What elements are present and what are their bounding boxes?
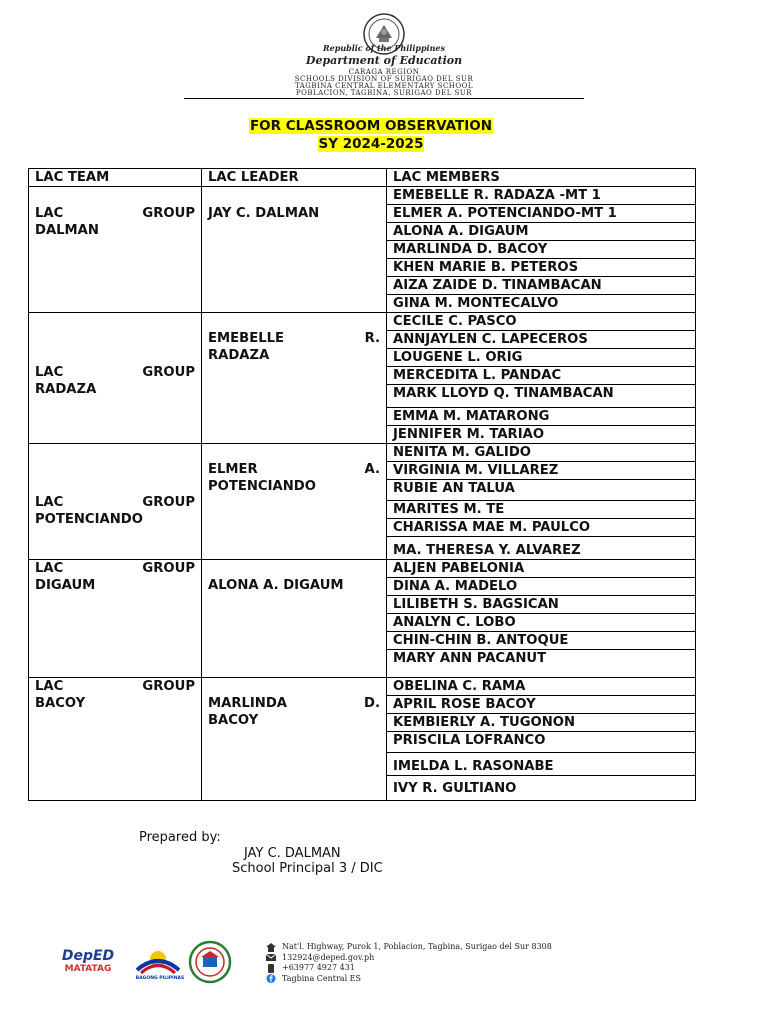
footer-contact xyxy=(266,942,552,984)
member-cell: LILIBETH S. BAGSICAN xyxy=(387,596,696,614)
member-cell: ANNJAYLEN C. LAPECEROS xyxy=(387,331,696,349)
school-icon xyxy=(266,943,276,952)
table-row xyxy=(29,444,696,462)
footer-facebook[interactable]: Tagbina Central ES xyxy=(282,973,361,983)
team-cell: LAC GROUP DIGAUM xyxy=(29,560,202,678)
footer-email-row xyxy=(266,953,552,964)
lac-table xyxy=(28,168,696,801)
member-cell: ELMER A. POTENCIANDO-MT 1 xyxy=(387,205,696,223)
member-cell: CHARISSA MAE M. PAULCO xyxy=(387,519,696,537)
member-cell: ALONA A. DIGAUM xyxy=(387,223,696,241)
member-cell: VIRGINIA M. VILLAREZ xyxy=(387,462,696,480)
school-seal-logo xyxy=(188,940,232,984)
leader-cell: ALONA A. DIGAUM xyxy=(202,560,387,678)
member-cell: CECILE C. PASCO xyxy=(387,313,696,331)
team-cell: LAC GROUP POTENCIANDO xyxy=(29,444,202,560)
bagong-pilipinas-logo xyxy=(133,944,183,978)
member-cell: OBELINA C. RAMA xyxy=(387,678,696,696)
member-cell: APRIL ROSE BACOY xyxy=(387,696,696,714)
member-cell: IMELDA L. RASONABE xyxy=(387,753,696,776)
col-header-members: LAC MEMBERS xyxy=(387,169,696,187)
preparer-position: School Principal 3 / DIC xyxy=(232,861,383,876)
member-cell: ANALYN C. LOBO xyxy=(387,614,696,632)
member-cell: JENNIFER M. TARIAO xyxy=(387,426,696,444)
col-header-team: LAC TEAM xyxy=(29,169,202,187)
email-icon xyxy=(266,953,276,962)
member-cell: MARK LLOYD Q. TINAMBACAN xyxy=(387,385,696,408)
school-year: SY 2024-2025 xyxy=(318,136,424,152)
table-row xyxy=(29,187,696,205)
member-cell: MARY ANN PACANUT xyxy=(387,650,696,678)
phone-icon xyxy=(266,964,276,973)
footer-facebook-row xyxy=(266,974,552,985)
leader-cell: JAY C. DALMAN xyxy=(202,187,387,313)
member-cell: AIZA ZAIDE D. TINAMBACAN xyxy=(387,277,696,295)
member-cell: ALJEN PABELONIA xyxy=(387,560,696,578)
facebook-icon xyxy=(266,974,276,983)
member-cell: KEMBIERLY A. TUGONON xyxy=(387,714,696,732)
member-cell: GINA M. MONTECALVO xyxy=(387,295,696,313)
team-cell: LAC GROUP RADAZA xyxy=(29,313,202,444)
team-cell: LAC GROUP DALMAN xyxy=(29,187,202,313)
member-cell: NENITA M. GALIDO xyxy=(387,444,696,462)
member-cell: CHIN-CHIN B. ANTOQUE xyxy=(387,632,696,650)
leader-cell: EMEBELLE R. RADAZA xyxy=(202,313,387,444)
footer-phone-row xyxy=(266,963,552,974)
deped-matatag-logo: DepED MATATAG xyxy=(61,948,115,974)
table-row xyxy=(29,678,696,696)
member-cell: EMEBELLE R. RADAZA -MT 1 xyxy=(387,187,696,205)
table-row xyxy=(29,313,696,331)
footer-address-row xyxy=(266,942,552,953)
preparer-name: JAY C. DALMAN xyxy=(244,846,341,861)
bagong-pilipinas-text: BAGONG PILIPINAS xyxy=(135,976,185,981)
footer-address: Nat'l. Highway, Purok 1, Poblacion, Tagbina, Surigao del Sur 8308 xyxy=(282,942,552,951)
document-title: FOR CLASSROOM OBSERVATION xyxy=(249,118,493,134)
table-row xyxy=(29,560,696,578)
member-cell: EMMA M. MATARONG xyxy=(387,408,696,426)
member-cell: MA. THERESA Y. ALVAREZ xyxy=(387,537,696,560)
division-line: SCHOOLS DIVISION OF SURIGAO DEL SUR xyxy=(294,75,474,83)
department-name: Department of Education xyxy=(305,54,463,67)
member-cell: MERCEDITA L. PANDAC xyxy=(387,367,696,385)
member-cell: RUBIE AN TALUA xyxy=(387,480,696,501)
footer-email[interactable]: 132924@deped.gov.ph xyxy=(282,952,375,962)
member-cell: MARLINDA D. BACOY xyxy=(387,241,696,259)
leader-cell: MARLINDA D. BACOY xyxy=(202,678,387,801)
school-line: TAGBINA CENTRAL ELEMENTARY SCHOOL xyxy=(294,82,474,90)
member-cell: MARITES M. TE xyxy=(387,501,696,519)
table-header-row xyxy=(29,169,696,187)
member-cell: IVY R. GULTIANO xyxy=(387,776,696,801)
header-divider xyxy=(184,98,584,99)
region-line: CARAGA REGION xyxy=(348,68,420,76)
member-cell: KHEN MARIE B. PETEROS xyxy=(387,259,696,277)
prepared-by-label: Prepared by: xyxy=(139,830,221,845)
col-header-leader: LAC LEADER xyxy=(202,169,387,187)
republic-line: Republic of the Philippines xyxy=(322,43,445,53)
address-line: POBLACION, TAGBINA, SURIGAO DEL SUR xyxy=(295,89,473,97)
footer-phone: +63977 4927 431 xyxy=(282,963,355,972)
member-cell: LOUGENE L. ORIG xyxy=(387,349,696,367)
leader-cell: ELMER A. POTENCIANDO xyxy=(202,444,387,560)
member-cell: DINA A. MADELO xyxy=(387,578,696,596)
member-cell: PRISCILA LOFRANCO xyxy=(387,732,696,753)
team-cell: LAC GROUP BACOY xyxy=(29,678,202,801)
